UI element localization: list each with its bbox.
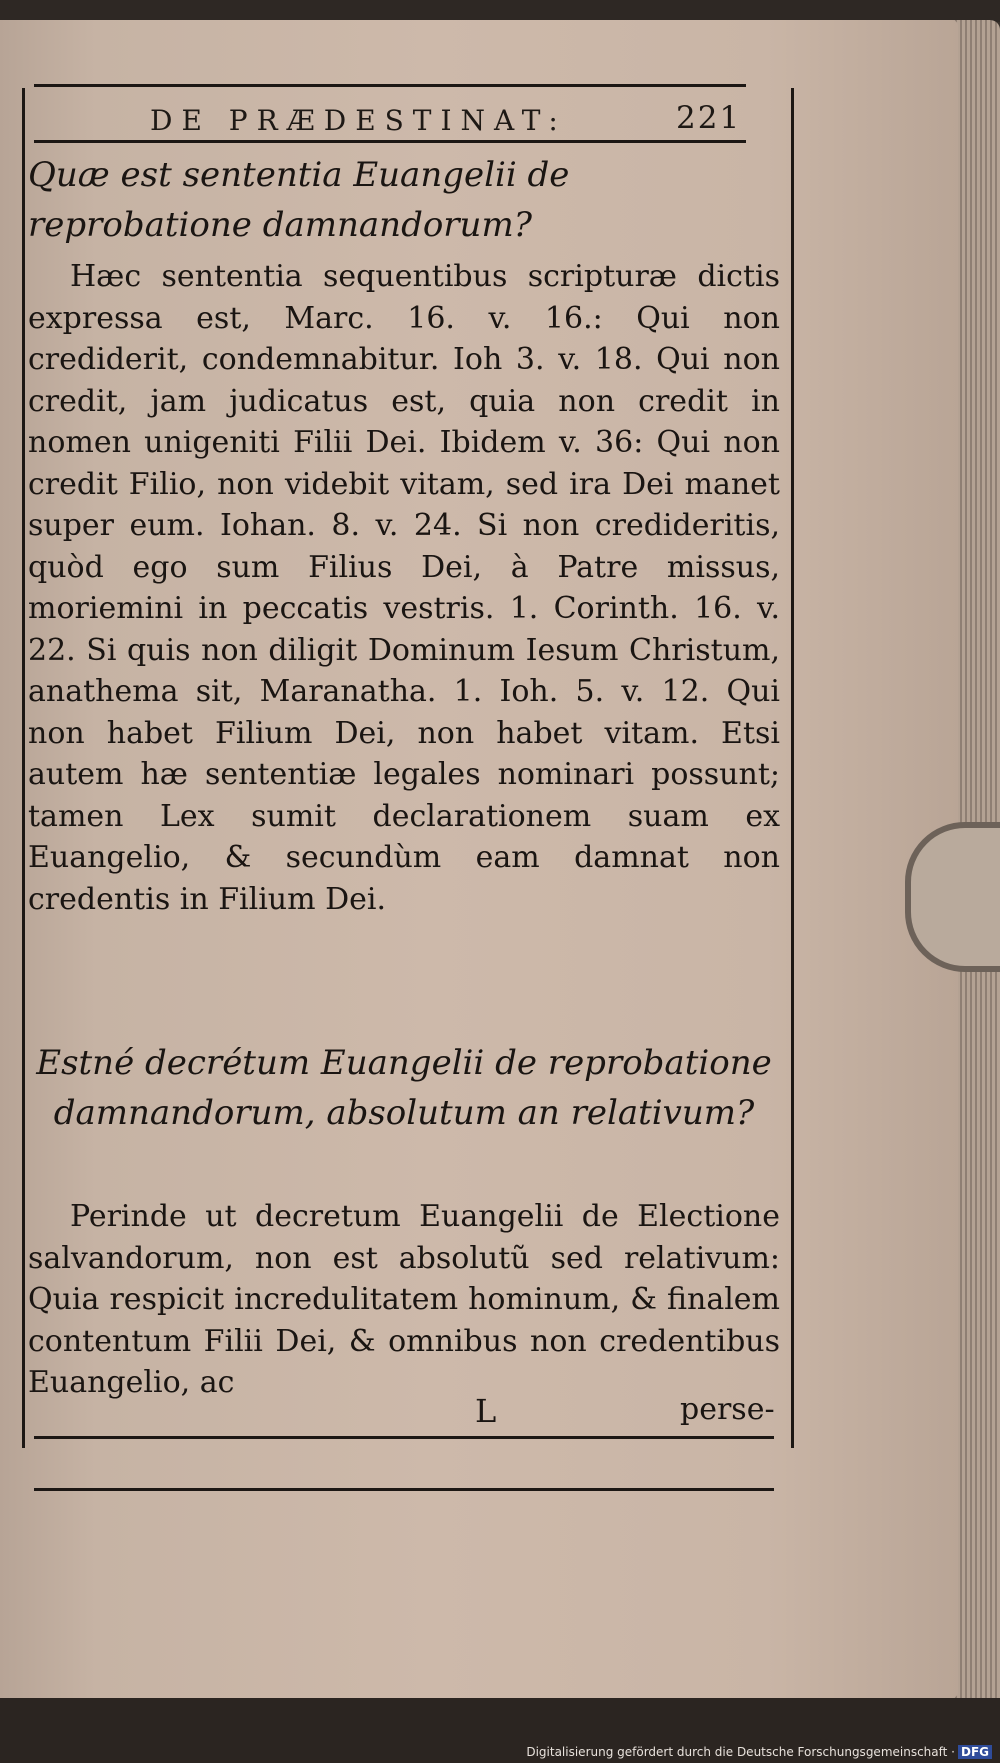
footer-rule bbox=[34, 1488, 774, 1491]
paragraph-2: Perinde ut decretum Euangelii de Electione salvandorum, non est absolutũ sed relativum: Quia respicit incredulitatem hominum, & finalem contentum Filii Dei, & omnibus non credentibus Euangelio, ac bbox=[28, 1199, 780, 1400]
scan-top-edge bbox=[0, 0, 1000, 22]
page-number: 221 bbox=[676, 100, 742, 136]
question-heading-2: Estné decrétum Euangelii de reprobatione damnandorum, absolutum an relativum? bbox=[36, 1043, 772, 1133]
dfg-logo: DFG bbox=[958, 1745, 992, 1759]
bottom-rule bbox=[34, 1436, 774, 1439]
credit-text: Digitalisierung gefördert durch die Deutsche Forschungsgemeinschaft · bbox=[526, 1745, 955, 1759]
book-clasp bbox=[905, 822, 1000, 972]
question-heading-1: Quæ est sententia Euangelii de reprobatione damnandorum? bbox=[28, 155, 570, 245]
catchword: perse- bbox=[680, 1392, 775, 1427]
top-rule bbox=[34, 84, 746, 87]
paragraph-1: Hæc sententia sequentibus scripturæ dictis expressa est, Marc. 16. v. 16.: Qui non crediderit, condemnabitur. Ioh 3. v. 18. Qui non credit, jam judicatus est, quia non credit in nomen unigeniti Filii Dei. Ibidem v. 36: Qui non credit Filio, non videbit vitam, sed ira Dei manet super eum. Iohan. 8. v. 24. Si non credideritis, quòd ego sum Filius Dei, à Patre missus, moriemini in peccatis vestris. 1. Corinth. 16. v. 22. Si quis non diligit Dominum Iesum Christum, anathema sit, Maranatha. 1. Ioh. 5. v. 12. Qui non habet Filium Dei, non habet vitam. Etsi autem hæ sententiæ legales nominari possunt; tamen Lex sumit declarationem suam ex Euangelio, & secundùm eam damnat non credentis in Filium Dei. bbox=[28, 259, 780, 917]
digitization-credit bbox=[526, 1745, 992, 1759]
signature-mark: L bbox=[475, 1392, 497, 1430]
running-head: DE PRÆDESTINAT: bbox=[150, 104, 567, 137]
header-rule bbox=[34, 140, 746, 143]
